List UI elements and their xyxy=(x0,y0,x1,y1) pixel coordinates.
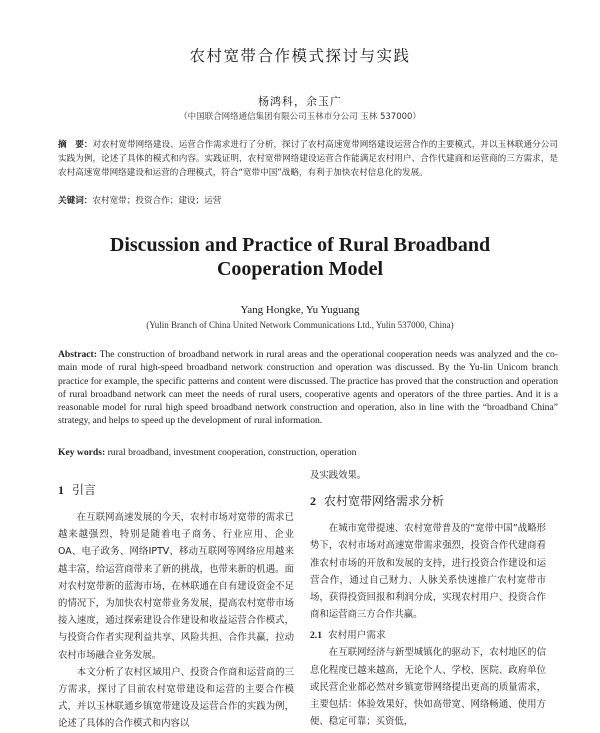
section-2-1-heading xyxy=(310,627,546,644)
english-keywords-text: rural broadband, investment cooperation, construction, operation xyxy=(107,447,357,458)
section-2-heading xyxy=(310,492,546,510)
section-1-number: 1 xyxy=(58,483,64,497)
english-abstract-text: The construction of broadband network in rural areas and the operational cooperation needs was analyzed and the co-main mode of rural high-speed broadband network construction and operation was discussed. By the Yu-lin Unicom branch practice for example, the specific patterns and content were discussed. The practice has proved that the construction and operation of rural broadband network can meet the needs of rural users, cooperative agents and operators of the three parties. And it is a reasonable model for rural high speed broadband network construction and operation, also in line with the “broadband China” strategy, and helps to speed up the development of rural information. xyxy=(58,349,558,427)
left-column xyxy=(58,481,294,733)
english-affiliation: (Yulin Branch of China United Network Communications Ltd., Yulin 537000, China) xyxy=(146,320,454,330)
english-authors: Yang Hongke, Yu Yuguang xyxy=(240,304,360,316)
chinese-keywords-label: 关键词： xyxy=(58,196,93,206)
chinese-authors: 杨鸿科，余玉广 xyxy=(258,95,342,108)
section-2-number: 2 xyxy=(310,494,316,509)
section-1-paragraph-2: 本文分析了农村区域用户、投资合作商和运营商的三方需求，探讨了目前农村宽带建设和运营的主要合作模式，并以玉林联通乡镇宽带建设及运营合作的实践为例，论述了具体的合作模式和内容以 xyxy=(58,666,294,730)
english-abstract-label: Abstract: xyxy=(58,349,97,360)
right-column xyxy=(310,467,546,730)
chinese-title: 农村宽带合作模式探讨与实践 xyxy=(189,47,411,65)
section-2-1-title: 农村用户需求 xyxy=(328,630,386,642)
chinese-abstract xyxy=(58,138,558,180)
section-1-title: 引言 xyxy=(72,483,97,497)
chinese-affiliation: （中国联合网络通信集团有限公司玉林市分公司 玉林 537000） xyxy=(179,112,421,122)
chinese-keywords xyxy=(58,194,558,206)
chinese-abstract-label: 摘 要： xyxy=(58,140,93,150)
section-2-1-number: 2.1 xyxy=(310,630,322,642)
section-2-title: 农村宽带网络需求分析 xyxy=(324,494,445,509)
section-2-1-paragraph-1: 在互联网经济与新型城镇化的驱动下，农村地区的信息化程度已越来越高，无论个人、学校、医院、政府单位或民营企业都必然对乡镇宽带网络提出更高的质量需求，主要包括：体验效果好，快如高带宽、网络畅通、使用方便、稳定可靠；买资低， xyxy=(310,647,546,728)
section-1-paragraph-2-continued: 及实践效果。 xyxy=(310,470,367,481)
section-1-paragraph-1: 在互联网高速发展的今天，农村市场对宽带的需求已越来越强烈，特别是随着电子商务、行业应用、企业OA、电子政务、网络IPTV、移动互联网等网络应用越来越丰富，给运营商带来了新的挑战，也带来新的机遇。面对农村宽带新的蓝海市场，在林联通在自有建设资金不足的情况下，为加快农村宽带业务发展，提高农村宽带市场接入速度，通过探索建设合作建设和收益运营合作模式，与投资合作者实现利益共享、风险共担、合作共赢，拉动农村市场融合业务发展。 xyxy=(58,512,294,661)
chinese-abstract-text: 对农村宽带网络建设、运营合作需求进行了分析，探讨了农村高速宽带网络建设运营合作的主要模式，并以玉林联通分公司实践为例，论述了具体的模式和内容。实践证明，农村宽带网络建设运营合作能满足农村用户、合作代建商和运营商的三方需求，是农村高速宽带网络建设和运营的合理模式，符合“宽带中国”战略，有利于加快农村信息化的发展。 xyxy=(58,140,558,178)
chinese-keywords-text: 农村宽带；投资合作；建设；运营 xyxy=(92,196,222,206)
english-title xyxy=(0,233,600,281)
english-title-line1: Discussion and Practice of Rural Broadband xyxy=(109,234,491,256)
english-title-line2: Cooperation Model xyxy=(216,258,384,280)
section-1-heading xyxy=(58,481,294,499)
section-2-paragraph-1: 在城市宽带提速、农村宽带普及的“宽带中国”战略形势下，农村市场对高速宽带需求强烈，投资合作代建商看准农村市场的开放和发展的支持，进行投资合作建设和运营合作，通过自己财力、人脉关系快速推广农村宽带市场，获得投资回报和利润分成，实现农村用户、投资合作商和运营商三方合作共赢。 xyxy=(310,523,546,621)
english-keywords-label: Key words: xyxy=(58,447,106,458)
english-keywords xyxy=(58,447,558,458)
english-abstract xyxy=(58,348,558,428)
